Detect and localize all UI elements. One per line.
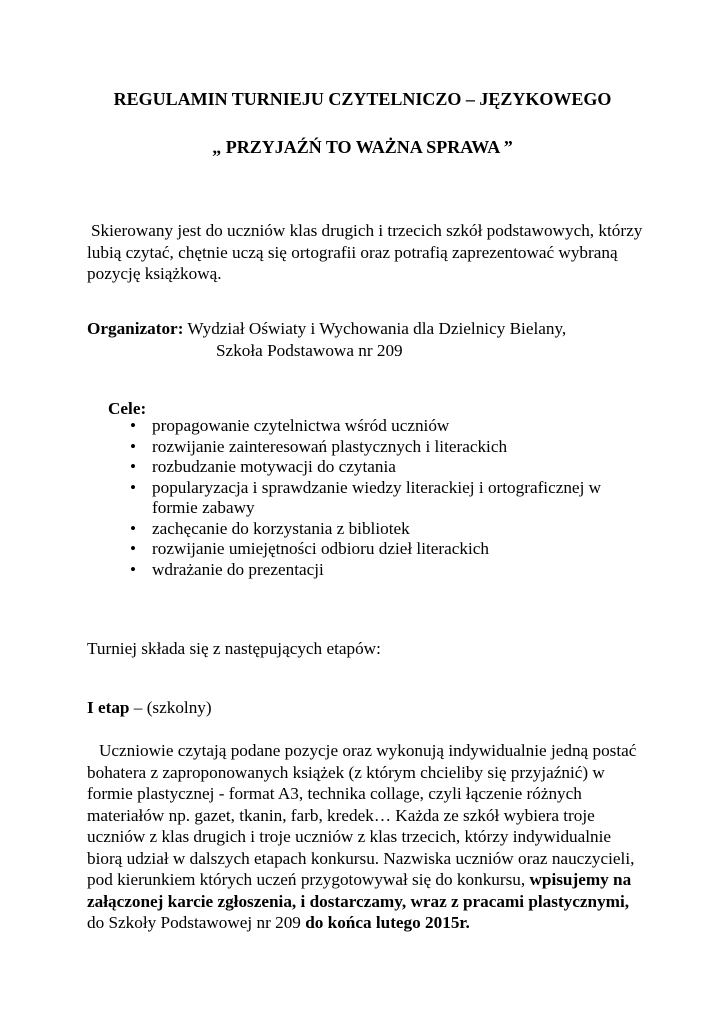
goal-item	[130, 437, 630, 458]
organizer-line2: Szkoła Podstawowa nr 209	[216, 340, 403, 360]
goal-item	[130, 416, 630, 437]
intro-paragraph: Skierowany jest do uczniów klas drugich i trzecich szkół podstawowych, którzy lubią czytać, chętnie uczą się ortografii oraz potrafią zaprezentować wybraną pozycję książkową.	[87, 221, 643, 283]
goal-item	[130, 478, 630, 519]
goal-item-text: popularyzacja i sprawdzanie wiedzy literackiej i ortograficznej w formie zabawy	[152, 477, 602, 517]
goal-item-text: rozwijanie zainteresowań plastycznych i literackich	[152, 436, 508, 456]
stage1-body-text: Uczniowie czytają podane pozycje oraz wykonują indywidualnie jedną postać bohatera z zaproponowanych książek (z którym chcieliby się przyjaźnić) w formie plastycznej - format A3, technika collage, czyli łączenie różnych materiałów np. gazet, tkanin, farb, kredek… Każda ze szkół wybiera troje uczniów z klas drugich i troje uczniów z klas trzecich, którzy indywidualnie biorą udział w dalszych etapach konkursu. Nazwiska uczniów oraz nauczycieli, pod kierunkiem których uczeń przygotowywał się do konkursu,	[87, 741, 637, 889]
goals-list	[130, 416, 630, 580]
goal-item	[130, 560, 630, 581]
bullet-icon: •	[130, 518, 137, 538]
organizer-block	[87, 318, 647, 361]
goal-item-text: wdrażanie do prezentacji	[152, 559, 324, 579]
stage1-body-text2: do Szkoły Podstawowej nr 209	[87, 913, 306, 932]
goal-item-text: rozbudzanie motywacji do czytania	[152, 457, 396, 476]
stage1-body	[87, 740, 647, 934]
bullet-icon: •	[130, 477, 137, 497]
stages-intro: Turniej składa się z następujących etapów:	[87, 639, 381, 658]
stage1-heading	[87, 697, 647, 719]
organizer-label: Organizator:	[87, 319, 184, 338]
document-title: REGULAMIN TURNIEJU CZYTELNICZO – JĘZYKOWEGO	[113, 89, 612, 109]
stage1-label: I etap	[87, 698, 130, 717]
organizer-line1: Wydział Oświaty i Wychowania dla Dzielnicy Bielany,	[187, 319, 567, 338]
goal-item	[130, 457, 630, 478]
goal-item	[130, 519, 630, 540]
bullet-icon: •	[130, 539, 137, 558]
document-subtitle: „ PRZYJAŹŃ TO WAŻNA SPRAWA ”	[212, 137, 513, 157]
goal-item-text: zachęcanie do korzystania z bibliotek	[152, 518, 410, 538]
bullet-icon: •	[130, 416, 137, 435]
goals-heading: Cele:	[108, 399, 147, 418]
goal-item-text: rozwijanie umiejętności odbioru dzieł literackich	[152, 539, 489, 558]
bullet-icon: •	[130, 559, 137, 579]
bullet-icon: •	[130, 457, 137, 476]
stage1-body-bold1: wpisujemy na załączonej karcie zgłoszenia, i dostarczamy, wraz z pracami plastycznymi,	[87, 870, 632, 911]
goal-item-text: propagowanie czytelnictwa wśród uczniów	[152, 416, 450, 435]
bullet-icon: •	[130, 436, 137, 456]
goal-item	[130, 539, 630, 560]
stage1-desc: – (szkolny)	[129, 698, 212, 717]
stage1-body-bold2: do końca lutego 2015r.	[305, 913, 470, 932]
